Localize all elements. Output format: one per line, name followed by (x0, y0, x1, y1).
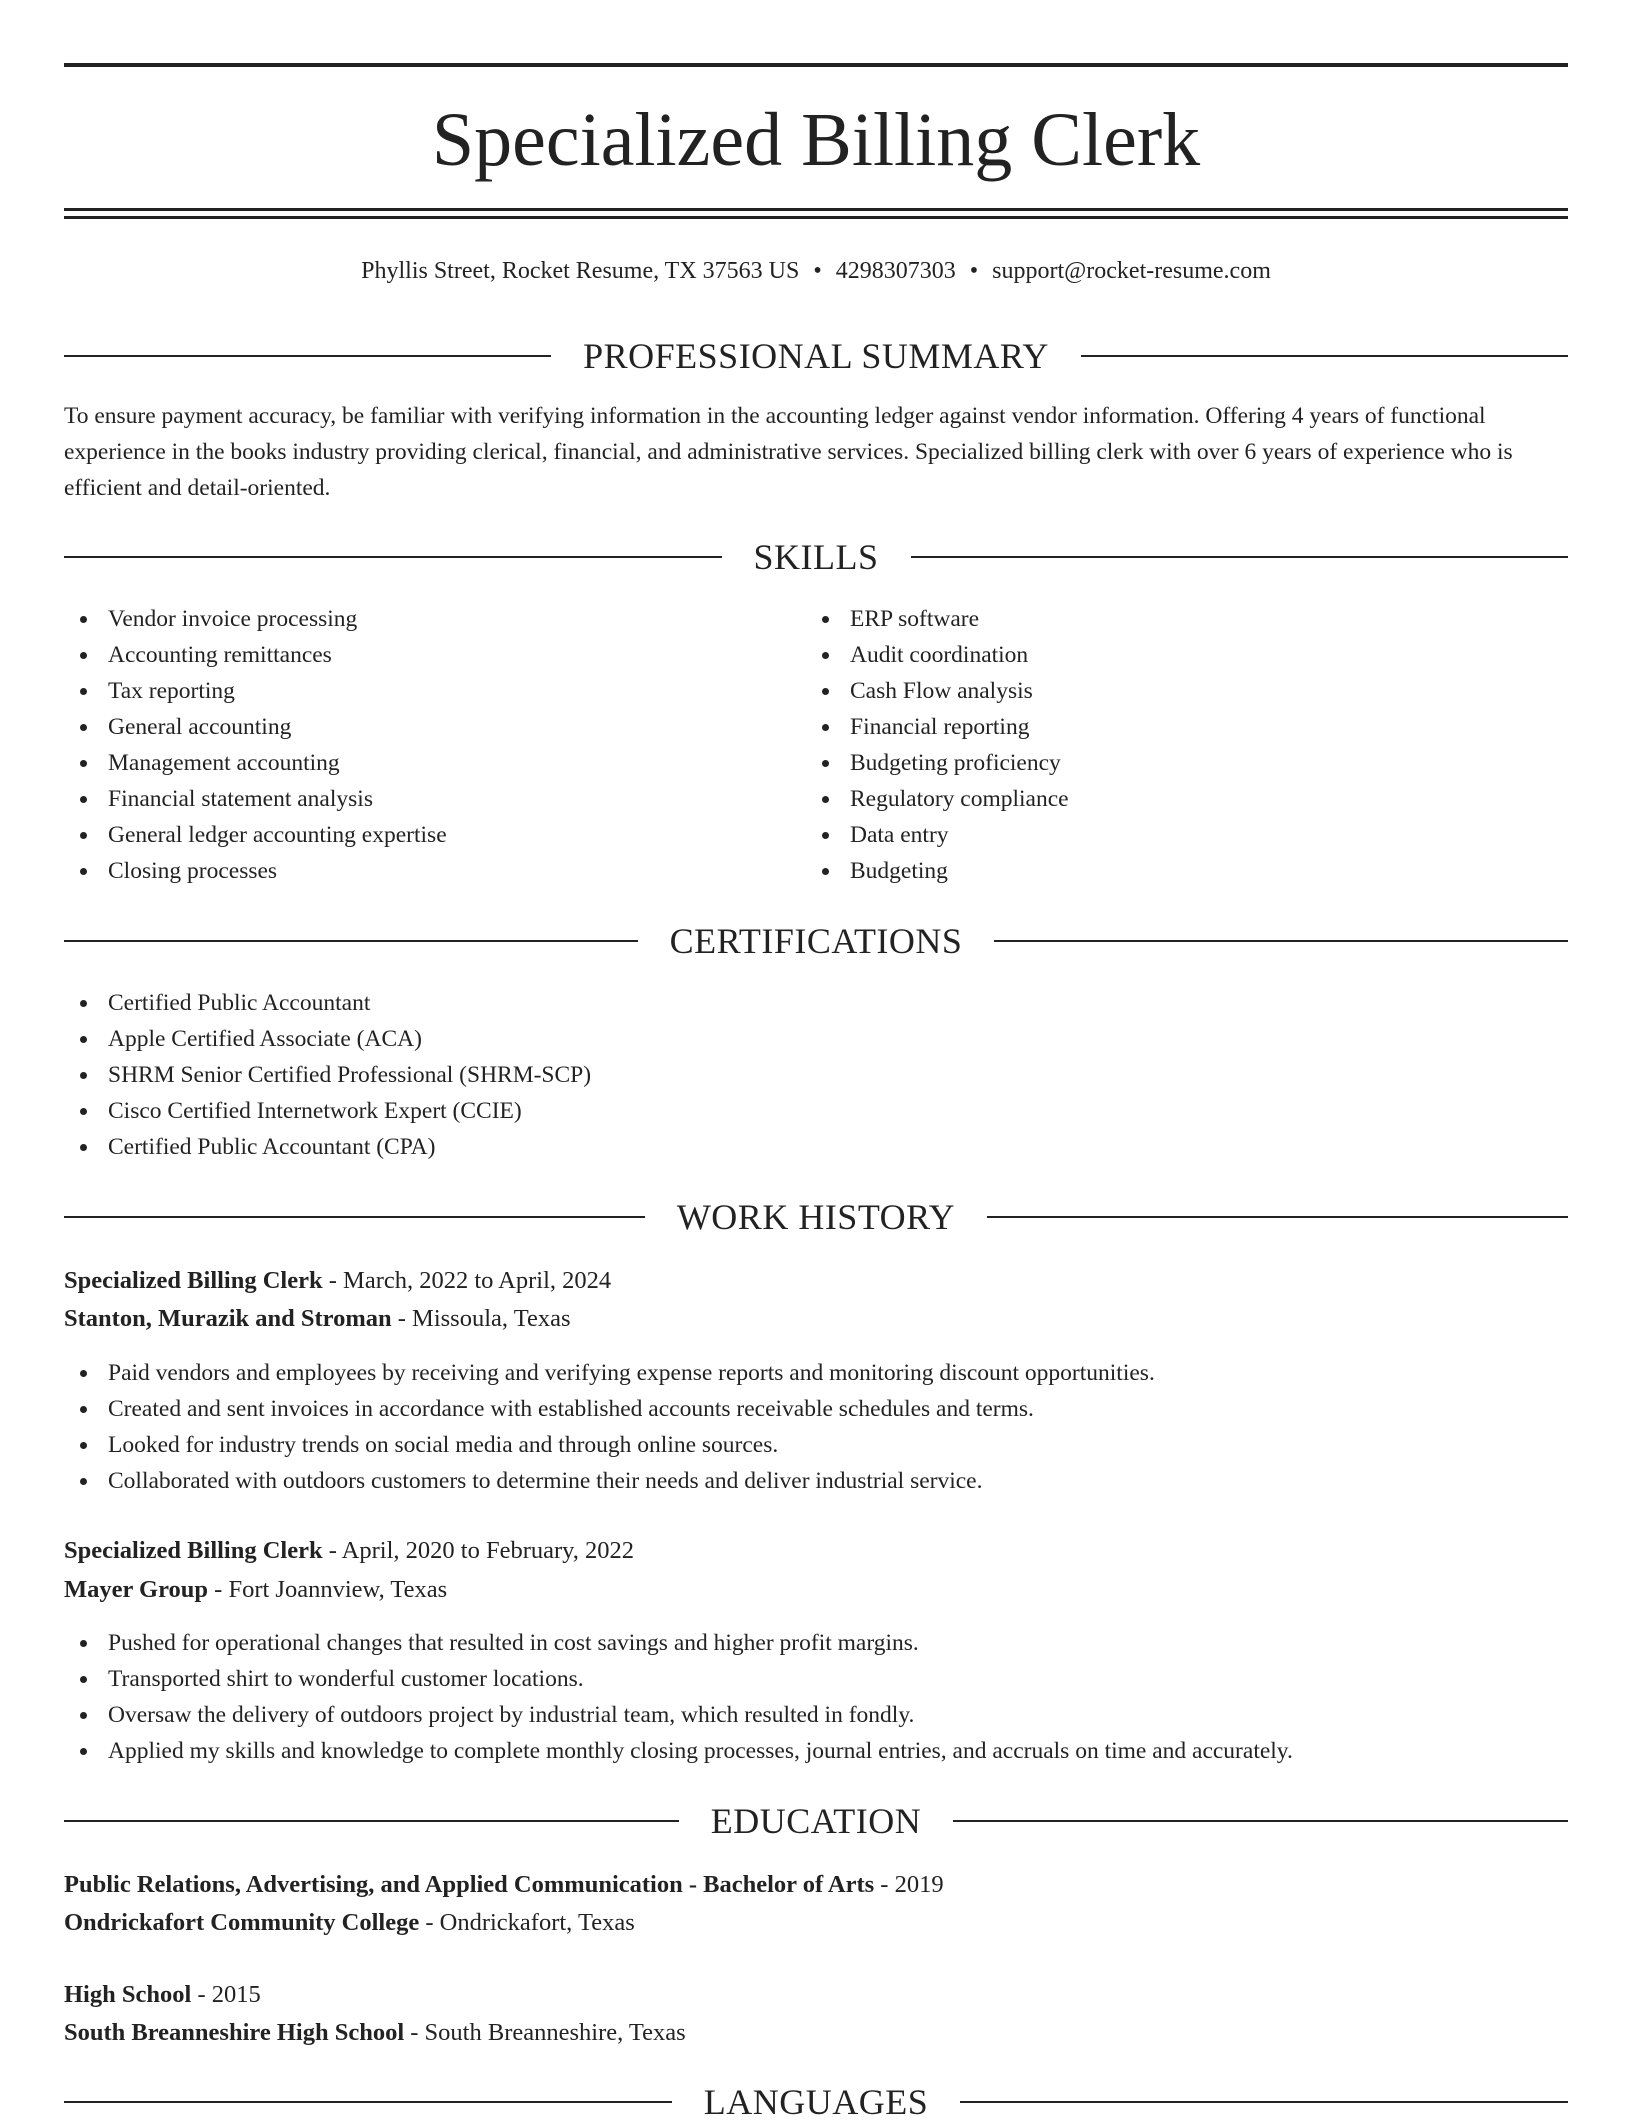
heading-rule-left (64, 355, 551, 357)
work-history-heading (64, 1195, 1568, 1239)
job-title-line (64, 1262, 1568, 1300)
heading-rule-right (994, 940, 1568, 942)
education-year: - 2015 (191, 1981, 261, 2008)
certification-item: Apple Certified Associate (ACA) (64, 1021, 1568, 1057)
header-double-rule-lower (64, 216, 1568, 219)
job-title: Specialized Billing Clerk (64, 1267, 323, 1294)
skill-item: General accounting (64, 709, 804, 745)
contact-separator: • (813, 258, 822, 284)
heading-rule-left (64, 556, 722, 558)
heading-rule-right (911, 556, 1569, 558)
skill-item: ERP software (806, 601, 1546, 637)
education-location: - Ondrickafort, Texas (419, 1909, 635, 1936)
job-bullet: Created and sent invoices in accordance with established accounts receivable schedules and terms. (64, 1391, 1568, 1427)
skill-item: Budgeting (806, 853, 1546, 889)
header-top-rule (64, 63, 1568, 67)
education-heading (64, 1799, 1568, 1843)
skill-item: Regulatory compliance (806, 781, 1546, 817)
job-company-line (64, 1571, 1568, 1609)
skill-item: General ledger accounting expertise (64, 817, 804, 853)
heading-rule-left (64, 1216, 645, 1218)
summary-heading-label: PROFESSIONAL SUMMARY (583, 336, 1049, 376)
job-company-line (64, 1300, 1568, 1338)
certifications-heading (64, 919, 1568, 963)
skill-item: Vendor invoice processing (64, 601, 804, 637)
education-degree: High School (64, 1981, 192, 2008)
languages-heading (64, 2080, 1568, 2124)
skills-heading (64, 535, 1568, 579)
certification-item: Cisco Certified Internetwork Expert (CCIE) (64, 1093, 1568, 1129)
certification-item: Certified Public Accountant (64, 985, 1568, 1021)
job-bullet: Pushed for operational changes that resulted in cost savings and higher profit margins. (64, 1625, 1568, 1661)
job-bullet: Collaborated with outdoors customers to determine their needs and deliver industrial service. (64, 1463, 1568, 1499)
resume-title: Specialized Billing Clerk (431, 98, 1201, 182)
job-bullets (64, 1625, 1568, 1769)
skill-item: Management accounting (64, 745, 804, 781)
header-double-rule-upper (64, 208, 1568, 211)
education-heading-label: EDUCATION (710, 1801, 922, 1841)
job-title: Specialized Billing Clerk (64, 1537, 323, 1564)
job-bullets (64, 1355, 1568, 1499)
education-school-line (64, 2014, 1568, 2052)
skill-item: Data entry (806, 817, 1546, 853)
job-bullet: Transported shirt to wonderful customer locations. (64, 1661, 1568, 1697)
job-company: Mayer Group (64, 1576, 209, 1603)
education-school-line (64, 1904, 1568, 1942)
skill-item: Audit coordination (806, 637, 1546, 673)
education-school: Ondrickafort Community College (64, 1909, 420, 1936)
job-bullet: Oversaw the delivery of outdoors project by industrial team, which resulted in fondly. (64, 1697, 1568, 1733)
summary-heading (64, 334, 1568, 378)
heading-rule-right (987, 1216, 1568, 1218)
heading-rule-left (64, 2101, 672, 2103)
job-location: - Fort Joannview, Texas (208, 1576, 448, 1603)
certifications-list (64, 985, 1568, 1165)
job-bullet: Looked for industry trends on social media and through online sources. (64, 1427, 1568, 1463)
skill-item: Financial statement analysis (64, 781, 804, 817)
skills-list-left (64, 601, 804, 889)
job-location: - Missoula, Texas (391, 1305, 571, 1332)
contact-email: support@rocket-resume.com (992, 258, 1271, 284)
skill-item: Financial reporting (806, 709, 1546, 745)
work-history-heading-label: WORK HISTORY (676, 1197, 956, 1237)
languages-heading-label: LANGUAGES (703, 2082, 929, 2122)
certification-item: Certified Public Accountant (CPA) (64, 1129, 1568, 1165)
education-degree-line (64, 1976, 1568, 2014)
skill-item: Accounting remittances (64, 637, 804, 673)
job-bullet: Paid vendors and employees by receiving and verifying expense reports and monitoring discount opportunities. (64, 1355, 1568, 1391)
job-dates: - March, 2022 to April, 2024 (322, 1267, 612, 1294)
heading-rule-right (1081, 355, 1568, 357)
heading-rule-left (64, 940, 638, 942)
contact-line (64, 254, 1568, 288)
certifications-heading-label: CERTIFICATIONS (669, 921, 963, 961)
skills-heading-label: SKILLS (753, 537, 879, 577)
contact-phone: 4298307303 (835, 258, 956, 284)
heading-rule-right (960, 2101, 1568, 2103)
skill-item: Closing processes (64, 853, 804, 889)
skills-list-right (806, 601, 1546, 889)
heading-rule-left (64, 1820, 679, 1822)
job-dates: - April, 2020 to February, 2022 (322, 1537, 635, 1564)
education-location: - South Breanneshire, Texas (404, 2019, 686, 2046)
job-bullet: Applied my skills and knowledge to complete monthly closing processes, journal entries, and accruals on time and accurately. (64, 1733, 1568, 1769)
heading-rule-right (953, 1820, 1568, 1822)
education-degree-line (64, 1866, 1568, 1904)
skill-item: Tax reporting (64, 673, 804, 709)
education-school: South Breanneshire High School (64, 2019, 405, 2046)
skill-item: Budgeting proficiency (806, 745, 1546, 781)
skill-item: Cash Flow analysis (806, 673, 1546, 709)
job-company: Stanton, Murazik and Stroman (64, 1305, 392, 1332)
education-year: - 2019 (874, 1871, 944, 1898)
education-degree: Public Relations, Advertising, and Applied Communication - Bachelor of Arts (64, 1871, 875, 1898)
contact-address: Phyllis Street, Rocket Resume, TX 37563 US (361, 258, 800, 284)
contact-separator: • (969, 258, 979, 284)
job-title-line (64, 1532, 1568, 1570)
summary-text: To ensure payment accuracy, be familiar with verifying information in the accounting ledger against vendor information. Offering 4 years of functional experience in the books industry providing clerical, financial, and administrative services. Specialized billing clerk with over 6 years of experience who is efficient and detail-oriented. (64, 403, 1513, 501)
certification-item: SHRM Senior Certified Professional (SHRM-SCP) (64, 1057, 1568, 1093)
